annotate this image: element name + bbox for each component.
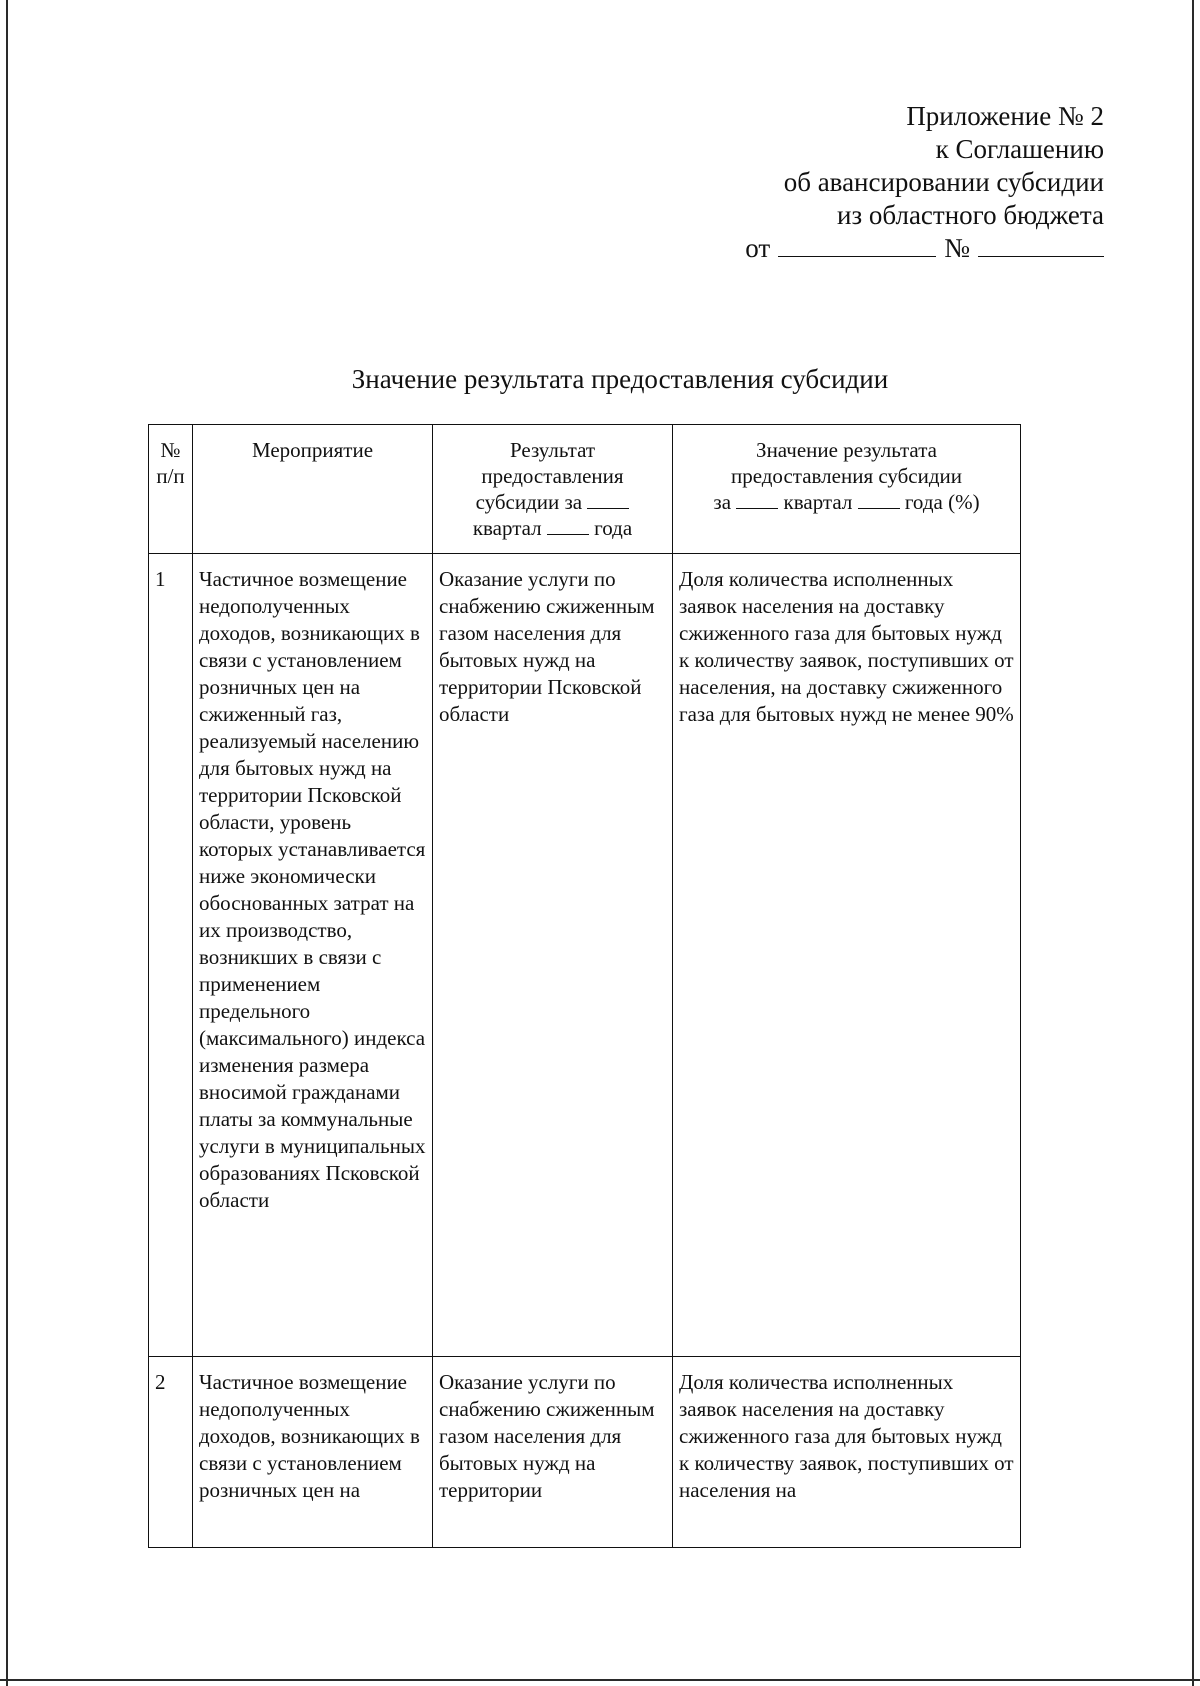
header-result-line-3 — [439, 489, 666, 515]
row-event: Частичное возмещение недополученных доходов, возникающих в связи с установлением розничных цен на сжиженный газ, реализуемый населению для бытовых нужд на территории Псковской области, уровень которых устанавливается ниже экономически обоснованных затрат на их производство, возникших в связи с применением предельного (максимального) индекса изменения размера вносимой гражданами платы за коммунальные услуги в муниципальных образованиях Псковской области — [193, 554, 433, 1357]
value-year-blank — [858, 490, 900, 509]
number-blank — [978, 234, 1104, 257]
page-edge-bottom — [0, 1679, 1200, 1681]
date-blank — [778, 234, 936, 257]
header-result-line-4 — [439, 515, 666, 541]
table-row — [149, 1357, 1021, 1548]
header-value-line-1: Значение результата — [756, 438, 937, 462]
header-value-year-label: года (%) — [904, 490, 980, 514]
row-number: 2 — [149, 1357, 193, 1548]
header-result-line-3-text: субсидии за — [475, 490, 583, 514]
header-num-line-2: п/п — [156, 464, 185, 488]
appendix-line-3: об авансировании субсидии — [783, 167, 1104, 197]
page-edge-left — [6, 0, 8, 1686]
row-value: Доля количества исполненных заявок населения на доставку сжиженного газа для бытовых нужд к количеству заявок, поступивших от населения, на доставку сжиженного газа для бытовых нужд не менее 90% — [673, 554, 1021, 1357]
page-edge-right — [1192, 0, 1194, 1686]
table-header-row — [149, 425, 1021, 554]
header-value-for-label: за — [713, 490, 732, 514]
row-event: Частичное возмещение недополученных доходов, возникающих в связи с установлением розничных цен на — [193, 1357, 433, 1548]
appendix-line-1: Приложение № 2 — [906, 101, 1104, 131]
appendix-line-4: из областного бюджета — [837, 200, 1104, 230]
date-prefix: от — [745, 233, 771, 263]
header-event — [193, 425, 433, 554]
number-prefix: № — [944, 233, 970, 263]
value-quarter-blank — [736, 490, 778, 509]
row-result: Оказание услуги по снабжению сжиженным газом населения для бытовых нужд на территории — [433, 1357, 673, 1548]
header-value-line-3 — [679, 489, 1014, 515]
document-title: Значение результата предоставления субсидии — [351, 364, 889, 394]
header-value — [673, 425, 1021, 554]
header-num-line-1: № — [160, 438, 181, 462]
header-event-label: Мероприятие — [251, 438, 374, 462]
header-result-year-label: года — [594, 516, 633, 540]
appendix-line-2: к Соглашению — [935, 134, 1104, 164]
year-blank — [547, 516, 589, 535]
header-value-line-2: предоставления субсидии — [730, 464, 963, 488]
header-result — [433, 425, 673, 554]
header-num — [149, 425, 193, 554]
row-value: Доля количества исполненных заявок населения на доставку сжиженного газа для бытовых нужд к количеству заявок, поступивших от населения на — [673, 1357, 1021, 1548]
row-result: Оказание услуги по снабжению сжиженным газом населения для бытовых нужд на территории Псковской области — [433, 554, 673, 1357]
row-number: 1 — [149, 554, 193, 1357]
quarter-blank — [587, 490, 629, 509]
appendix-block — [745, 100, 1104, 265]
table-row — [149, 554, 1021, 1357]
header-result-quarter-label: квартал — [472, 516, 542, 540]
appendix-date-line — [745, 232, 1104, 265]
header-result-line-2: предоставления — [481, 464, 624, 488]
header-result-line-1: Результат — [509, 438, 596, 462]
header-value-quarter-label: квартал — [783, 490, 853, 514]
results-table — [148, 424, 1021, 1548]
